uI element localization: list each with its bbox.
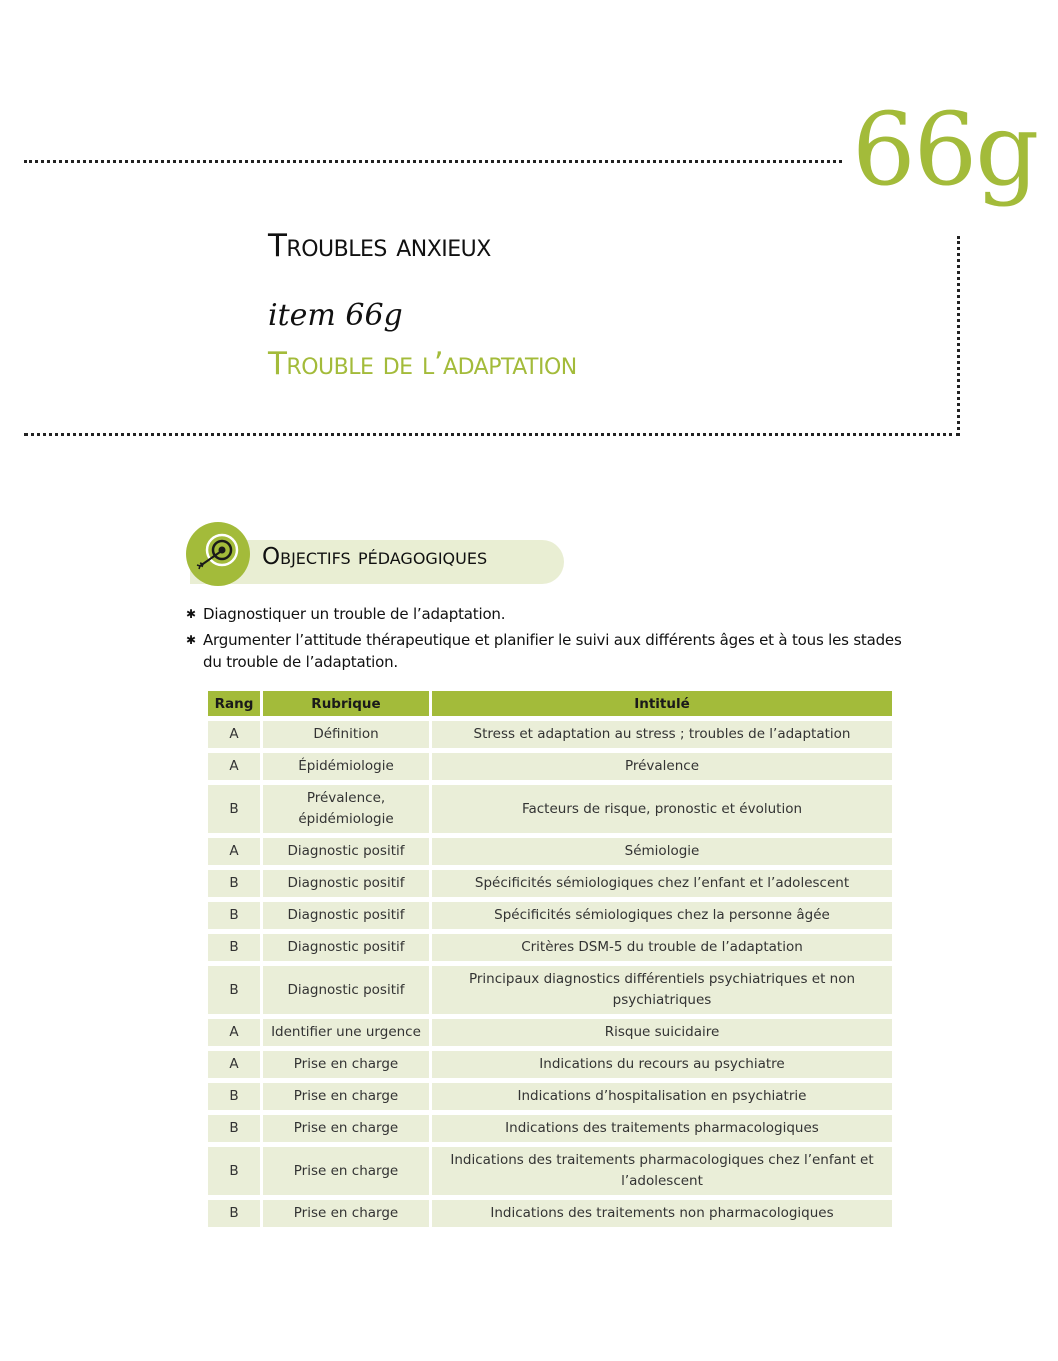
cell-intitule: Prévalence <box>432 753 892 780</box>
bullet-star-icon: ✱ <box>186 607 196 621</box>
table-row <box>208 1200 892 1227</box>
header-rang: Rang <box>208 691 260 716</box>
cell-rubrique: Prise en charge <box>263 1115 429 1142</box>
cell-rang: B <box>208 1115 260 1142</box>
dotted-frame-right <box>957 236 960 436</box>
cell-intitule: Principaux diagnostics différentiels psychiatriques et non psychiatriques <box>432 966 892 1014</box>
cell-rang: B <box>208 966 260 1014</box>
table-row <box>208 1019 892 1046</box>
cell-rang: B <box>208 1083 260 1110</box>
cell-intitule: Stress et adaptation au stress ; troubles de l’adaptation <box>432 721 892 748</box>
table-row <box>208 934 892 961</box>
cell-rubrique: Prévalence, épidémiologie <box>263 785 429 833</box>
cell-rubrique: Identifier une urgence <box>263 1019 429 1046</box>
dotted-frame-top <box>24 160 842 163</box>
cell-intitule: Indications d’hospitalisation en psychiatrie <box>432 1083 892 1110</box>
cell-rang: B <box>208 870 260 897</box>
cell-rubrique: Diagnostic positif <box>263 934 429 961</box>
table-row <box>208 1147 892 1195</box>
objective-text: Diagnostiquer un trouble de l’adaptation. <box>203 605 506 623</box>
cell-rubrique: Prise en charge <box>263 1083 429 1110</box>
table-row <box>208 1115 892 1142</box>
cell-rubrique: Diagnostic positif <box>263 902 429 929</box>
cell-intitule: Spécificités sémiologiques chez l’enfant et l’adolescent <box>432 870 892 897</box>
cell-rang: B <box>208 1147 260 1195</box>
table-row <box>208 870 892 897</box>
objectives-list <box>186 603 906 677</box>
table-header-row <box>208 691 892 716</box>
cell-rubrique: Prise en charge <box>263 1051 429 1078</box>
table-row <box>208 902 892 929</box>
table-row <box>208 1083 892 1110</box>
cell-intitule: Indications des traitements pharmacologiques <box>432 1115 892 1142</box>
objectives-title: Objectifs pédagogiques <box>262 544 488 570</box>
chapter-title: Troubles anxieux <box>268 228 491 264</box>
cell-rang: B <box>208 1200 260 1227</box>
cell-intitule: Risque suicidaire <box>432 1019 892 1046</box>
cell-intitule: Indications des traitements pharmacologiques chez l’enfant et l’adolescent <box>432 1147 892 1195</box>
table-row <box>208 838 892 865</box>
cell-intitule: Facteurs de risque, pronostic et évolution <box>432 785 892 833</box>
cell-rang: A <box>208 721 260 748</box>
table-row <box>208 721 892 748</box>
cell-rang: B <box>208 785 260 833</box>
bullet-star-icon: ✱ <box>186 633 196 647</box>
objective-item <box>186 603 906 625</box>
cell-rang: A <box>208 753 260 780</box>
objective-item <box>186 629 906 673</box>
header-intitule: Intitulé <box>432 691 892 716</box>
chapter-subtitle: Trouble de l’adaptation <box>268 346 577 382</box>
cell-rang: B <box>208 934 260 961</box>
cell-rubrique: Définition <box>263 721 429 748</box>
cell-intitule: Indications du recours au psychiatre <box>432 1051 892 1078</box>
cell-rubrique: Diagnostic positif <box>263 870 429 897</box>
dotted-frame-bottom <box>24 433 960 436</box>
objectives-table <box>205 686 895 1232</box>
objective-text: Argumenter l’attitude thérapeutique et planifier le suivi aux différents âges et à tous les stades du trouble de l’adaptation. <box>203 631 902 671</box>
target-icon <box>186 522 250 586</box>
cell-rang: A <box>208 838 260 865</box>
cell-intitule: Indications des traitements non pharmacologiques <box>432 1200 892 1227</box>
cell-rubrique: Épidémiologie <box>263 753 429 780</box>
cell-rang: B <box>208 902 260 929</box>
cell-intitule: Sémiologie <box>432 838 892 865</box>
table-row <box>208 966 892 1014</box>
table-row <box>208 1051 892 1078</box>
cell-rubrique: Prise en charge <box>263 1200 429 1227</box>
chapter-number: 66g <box>852 91 1038 208</box>
item-number: item 66g <box>268 298 403 333</box>
cell-rubrique: Prise en charge <box>263 1147 429 1195</box>
cell-rang: A <box>208 1051 260 1078</box>
cell-rubrique: Diagnostic positif <box>263 966 429 1014</box>
cell-intitule: Critères DSM-5 du trouble de l’adaptation <box>432 934 892 961</box>
cell-rang: A <box>208 1019 260 1046</box>
table-row <box>208 785 892 833</box>
cell-rubrique: Diagnostic positif <box>263 838 429 865</box>
table-row <box>208 753 892 780</box>
cell-intitule: Spécificités sémiologiques chez la personne âgée <box>432 902 892 929</box>
header-rubrique: Rubrique <box>263 691 429 716</box>
